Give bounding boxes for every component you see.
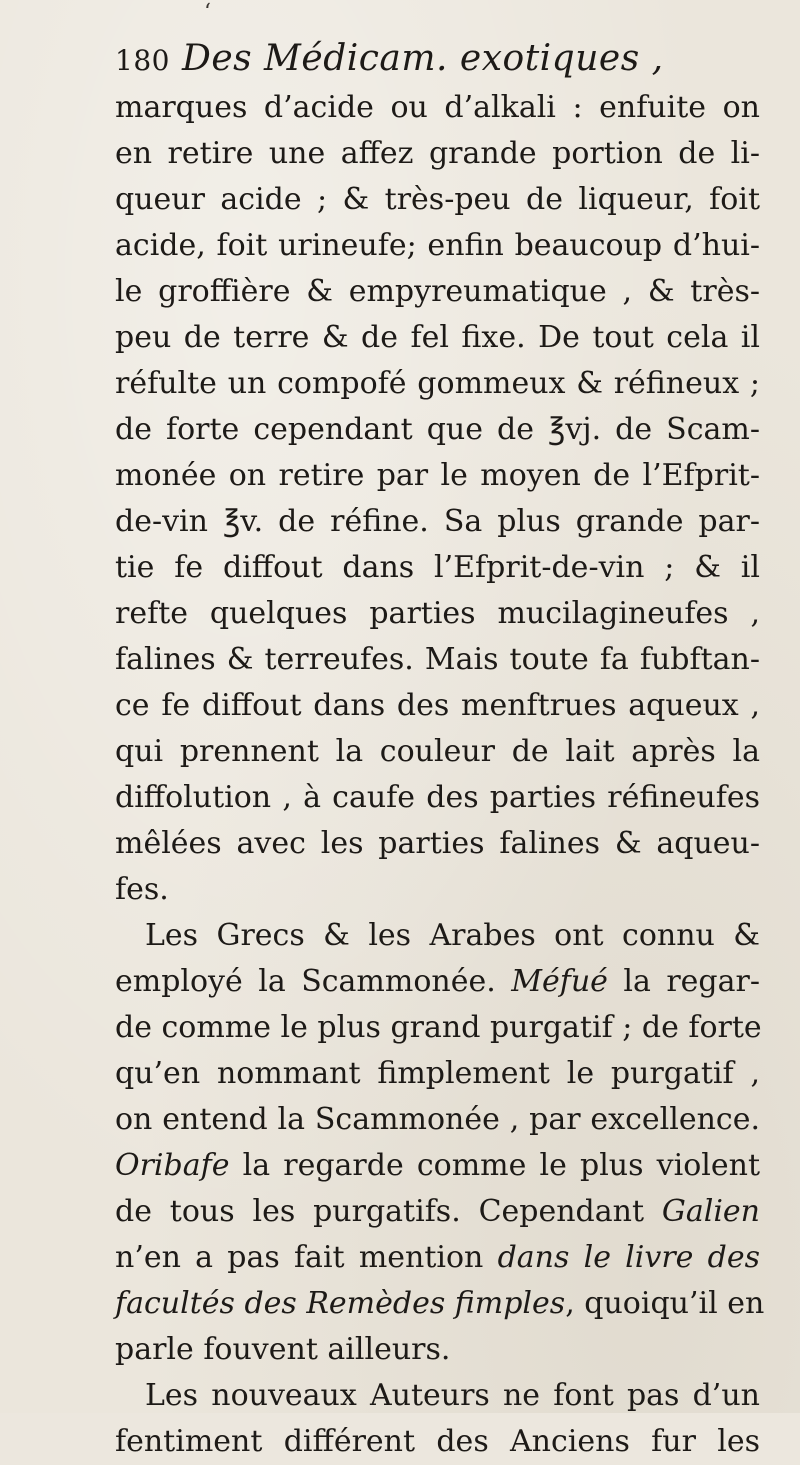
text-run: de tous les purgatifs. Cependant: [115, 1194, 662, 1229]
text-line: [115, 1235, 760, 1281]
page-mark: ‘: [204, 0, 211, 25]
text-line: qui prennent la couleur de lait après la: [115, 734, 760, 769]
author-name-galien: Galien: [661, 1194, 760, 1229]
text-line: fes.: [115, 872, 169, 907]
text-run: , quoiqu’il en: [565, 1286, 765, 1321]
text-run: la regar-: [607, 964, 761, 999]
text-line: refte quelques parties mucilagineufes ,: [115, 596, 760, 631]
book-title-part: facultés des Remèdes fimples: [115, 1286, 566, 1321]
text-run: n’en a pas fait mention: [115, 1240, 498, 1275]
text-run: employé la Scammonée.: [115, 964, 512, 999]
text-line: ce fe diffout dans des menftrues aqueux ,: [115, 688, 760, 723]
text-line: Les Grecs & les Arabes ont connu &: [145, 918, 760, 953]
text-line: [115, 1189, 760, 1235]
text-line: peu de terre & de fel fixe. De tout cela il: [115, 320, 760, 355]
text-line: [115, 959, 760, 1005]
running-title: Des Médicam. exotiques ,: [181, 38, 664, 79]
text-line: réfulte un compofé gommeux & réfineux ;: [115, 366, 760, 401]
text-line: mêlées avec les parties falines & aqueu-: [115, 826, 760, 861]
author-name-mesue: Méfué: [511, 964, 608, 999]
text-line: monée on retire par le moyen de l’Efprit-: [115, 458, 760, 493]
text-line: de-vin ℥v. de réfine. Sa plus grande par-: [115, 504, 760, 539]
text-line: on entend la Scammonée , par excellence.: [115, 1102, 760, 1137]
text-line: Les nouveaux Auteurs ne font pas d’un: [145, 1378, 760, 1413]
text-line: acide, foit urineufe; enfin beaucoup d’hui-: [115, 228, 760, 263]
text-line: falines & terreufes. Mais toute fa fubftan-: [115, 642, 760, 677]
text-line: parle fouvent ailleurs.: [115, 1332, 451, 1367]
running-header: [115, 38, 715, 84]
text-line: qu’en nommant fimplement le purgatif ,: [115, 1056, 760, 1091]
text-line: queur acide ; & très-peu de liqueur, foit: [115, 182, 760, 217]
text-line: [115, 1281, 765, 1327]
page-number: 180: [115, 44, 170, 77]
text-line: en retire une affez grande portion de li-: [115, 136, 760, 171]
text-line: de forte cependant que de ℥vj. de Scam-: [115, 412, 760, 447]
text-line: de comme le plus grand purgatif ; de forte: [115, 1010, 762, 1045]
text-run: la regarde comme le plus violent: [229, 1148, 760, 1183]
text-line: marques d’acide ou d’alkali : enfuite on: [115, 90, 760, 125]
text-line: le groffière & empyreumatique , & très-: [115, 274, 760, 309]
body-text: [115, 85, 765, 1465]
text-line: tie fe diffout dans l’Efprit-de-vin ; & il: [115, 550, 760, 585]
text-line: fentiment différent des Anciens fur les: [115, 1424, 760, 1459]
text-line: [115, 1143, 760, 1189]
author-name-oribase: Oribafe: [115, 1148, 230, 1183]
book-title-part: dans le livre des: [497, 1240, 760, 1275]
text-line: diffolution , à caufe des parties réfineufes: [115, 780, 760, 815]
